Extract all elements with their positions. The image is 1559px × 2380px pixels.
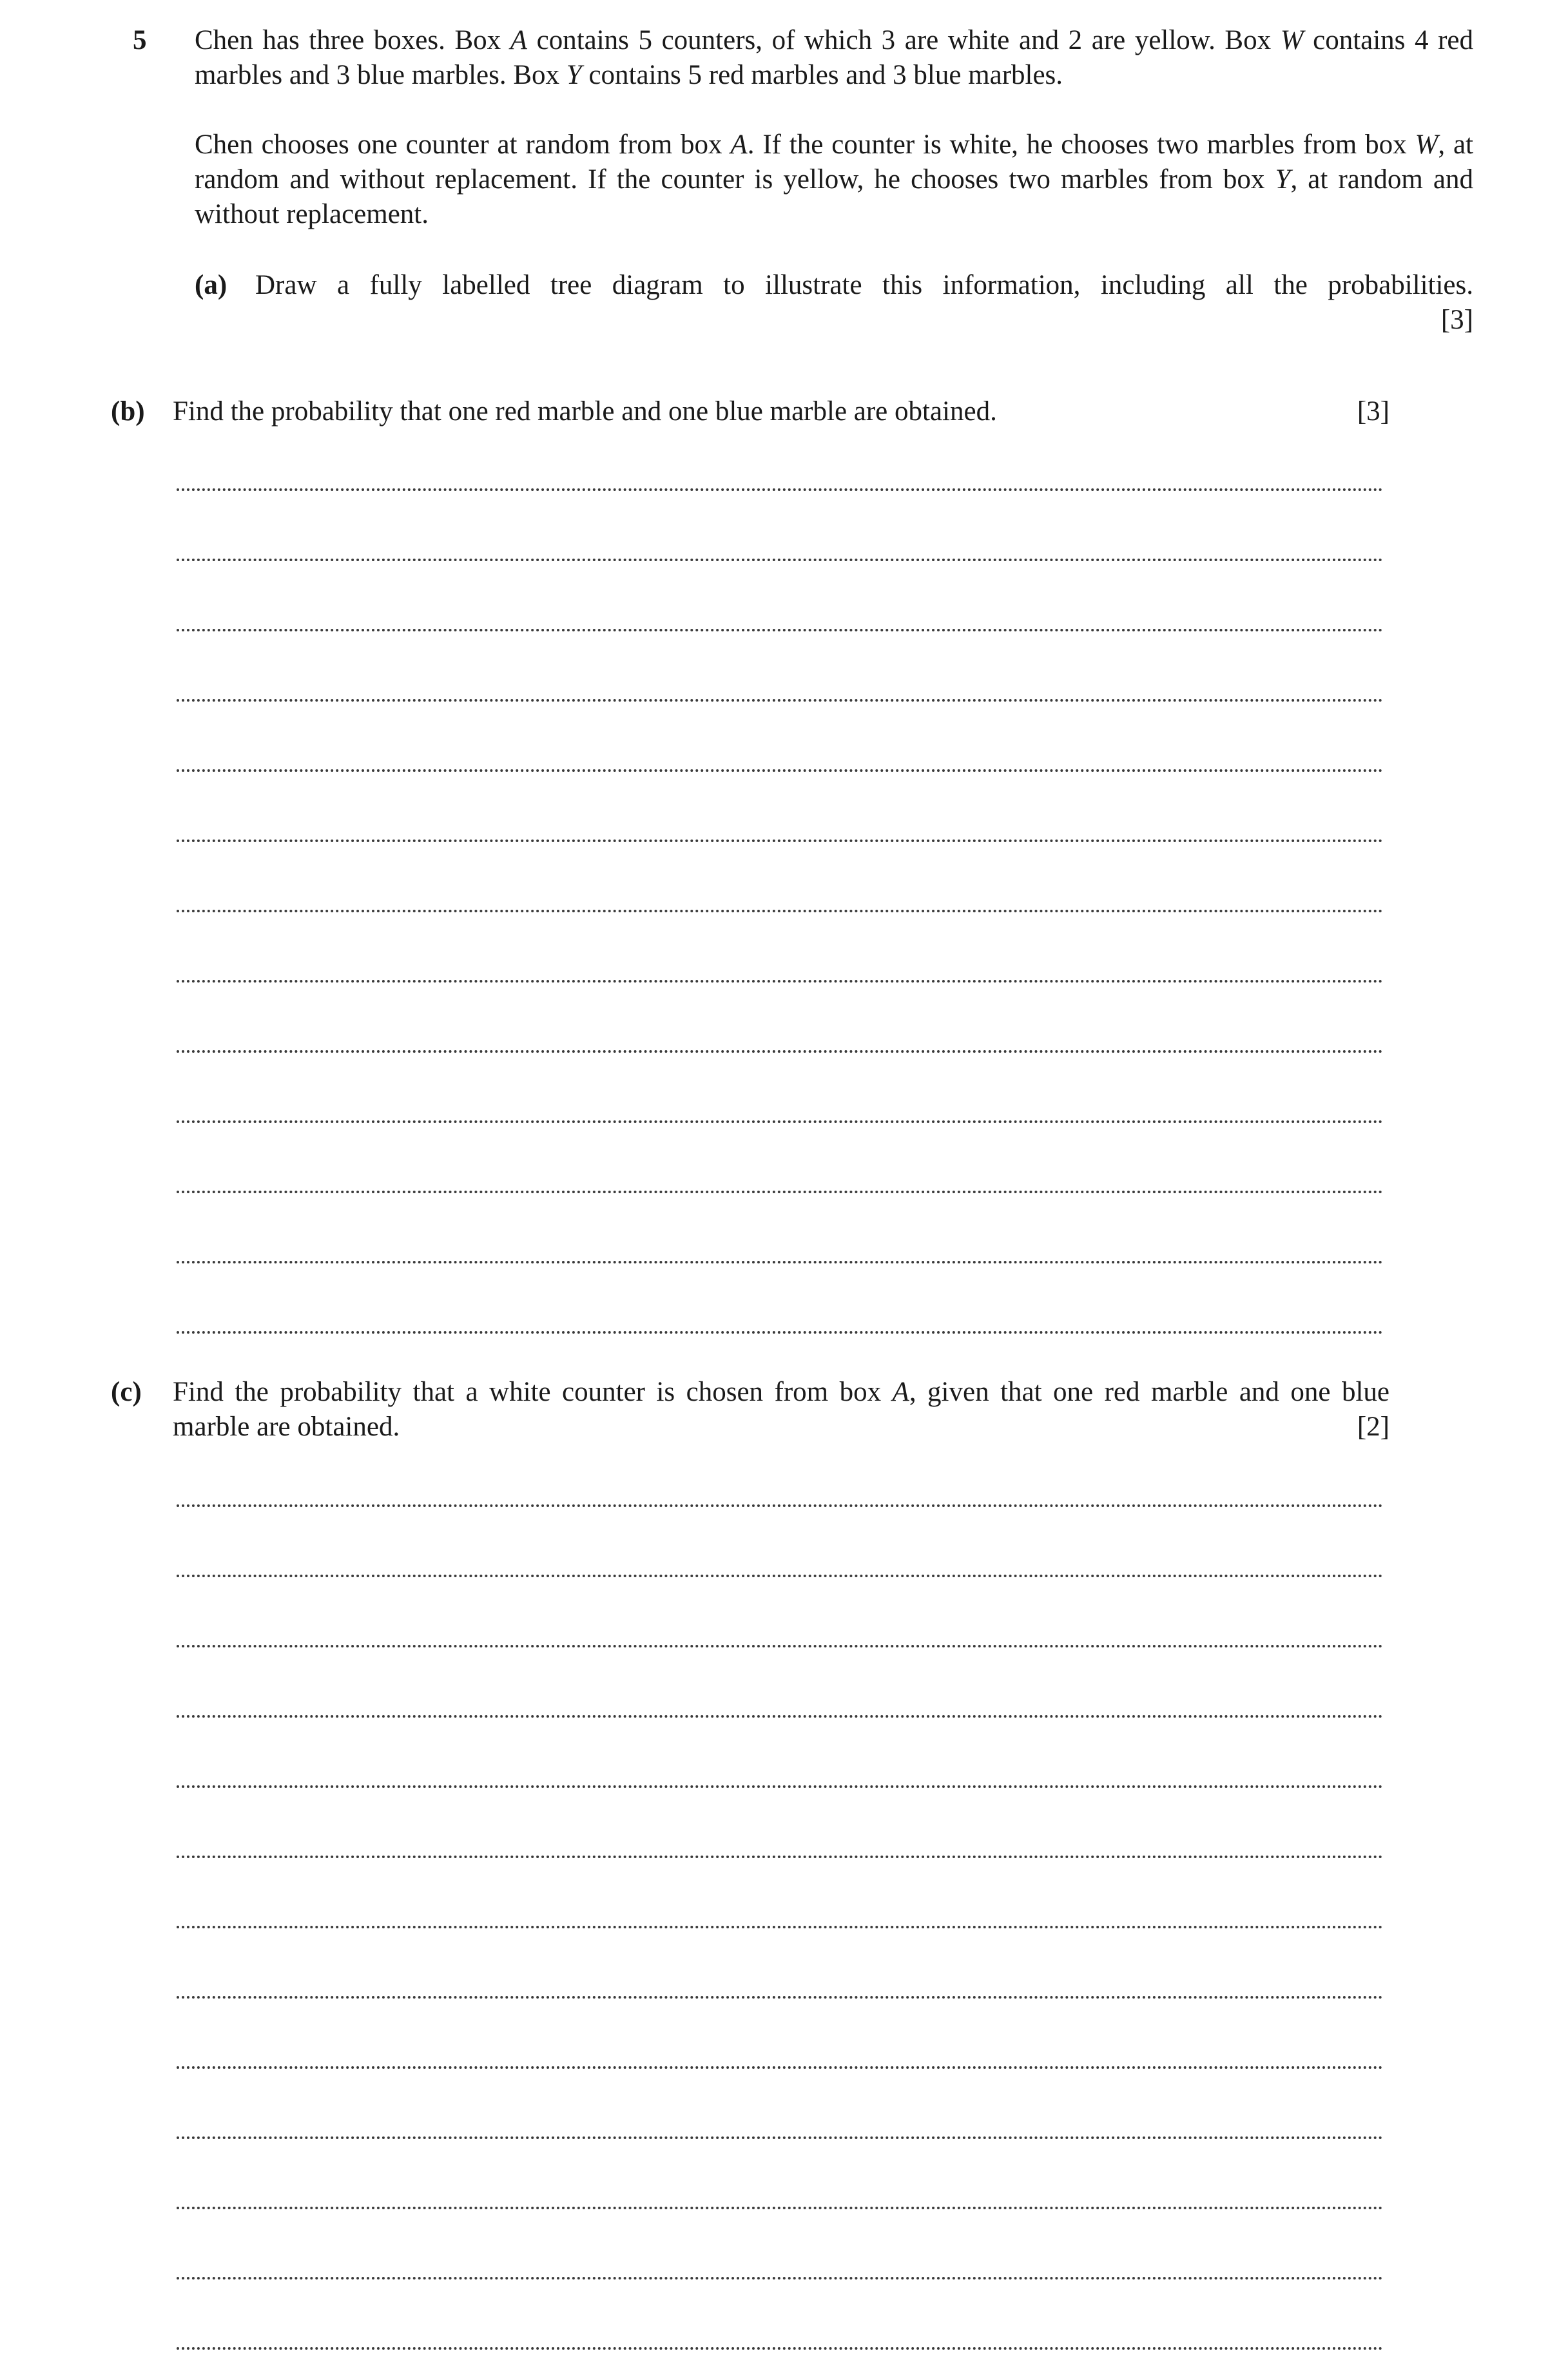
- part-c-text-segment: Find the probability that a white counter is chosen from box: [173, 1377, 893, 1407]
- answer-line[interactable]: [177, 2066, 1383, 2069]
- answer-line[interactable]: [177, 910, 1383, 912]
- answer-line[interactable]: [177, 1504, 1383, 1507]
- answer-line[interactable]: [177, 1856, 1383, 1858]
- process-text: , at random and without replacement. If the counter is yellow, he chooses two marbles from box: [195, 130, 1473, 195]
- intro-text: contains 5 counters, of which 3 are white and 2 are yellow. Box: [527, 25, 1281, 55]
- answer-line[interactable]: [177, 980, 1383, 983]
- question-number: 5: [133, 25, 147, 55]
- part-a-marks: [3]: [1440, 305, 1473, 335]
- answer-line[interactable]: [177, 1996, 1383, 1999]
- answer-line[interactable]: [177, 1645, 1383, 1647]
- intro-text: contains 5 red marbles and 3 blue marbles.: [581, 60, 1063, 90]
- part-b-label: (b): [111, 396, 145, 427]
- answer-line[interactable]: [177, 629, 1383, 631]
- answer-line[interactable]: [177, 1715, 1383, 1718]
- answer-line[interactable]: [177, 559, 1383, 561]
- answer-line[interactable]: [177, 1050, 1383, 1053]
- box-y-variable: Y: [1275, 164, 1291, 195]
- box-w-variable: W: [1280, 25, 1304, 55]
- part-b-marks: [3]: [1357, 396, 1390, 427]
- answer-line[interactable]: [177, 1191, 1383, 1193]
- answer-line[interactable]: [177, 1785, 1383, 1788]
- answer-line[interactable]: [177, 699, 1383, 702]
- question-intro: [195, 23, 1473, 93]
- answer-line[interactable]: [177, 1575, 1383, 1577]
- answer-line[interactable]: [177, 2347, 1383, 2350]
- part-c-marks: [2]: [1357, 1412, 1390, 1442]
- answer-line[interactable]: [177, 2207, 1383, 2209]
- part-a-text: Draw a fully labelled tree diagram to illustrate this information, including all the probabilities.: [255, 270, 1473, 300]
- answer-line[interactable]: [177, 1331, 1383, 1334]
- box-w-variable: W: [1415, 130, 1438, 160]
- part-b-text: Find the probability that one red marble and one blue marble are obtained.: [173, 396, 997, 427]
- process-text: , at random and without replacement.: [195, 164, 1473, 229]
- answer-line[interactable]: [177, 1926, 1383, 1928]
- intro-text: contains 4 red marbles and 3 blue marbles. Box: [195, 25, 1473, 90]
- box-a-variable: A: [730, 130, 748, 160]
- part-c-text-segment: , given that one red marble and one blue marble are obtained.: [173, 1377, 1390, 1442]
- box-y-variable: Y: [566, 60, 582, 90]
- part-a-label: (a): [195, 270, 228, 300]
- answer-line[interactable]: [177, 2136, 1383, 2139]
- part-c-text: [173, 1375, 1390, 1444]
- process-text: Chen chooses one counter at random from box: [195, 130, 731, 160]
- intro-text: Chen has three boxes. Box: [195, 25, 510, 55]
- process-text: . If the counter is white, he chooses two marbles from box: [747, 130, 1415, 160]
- answer-line[interactable]: [177, 1261, 1383, 1263]
- answer-line[interactable]: [177, 2277, 1383, 2279]
- box-a-variable: A: [892, 1377, 909, 1407]
- box-a-variable: A: [510, 25, 528, 55]
- question-process: [195, 128, 1473, 232]
- answer-line[interactable]: [177, 840, 1383, 842]
- answer-line[interactable]: [177, 769, 1383, 772]
- part-c-label: (c): [111, 1377, 142, 1407]
- answer-line[interactable]: [177, 488, 1383, 491]
- answer-line[interactable]: [177, 1120, 1383, 1123]
